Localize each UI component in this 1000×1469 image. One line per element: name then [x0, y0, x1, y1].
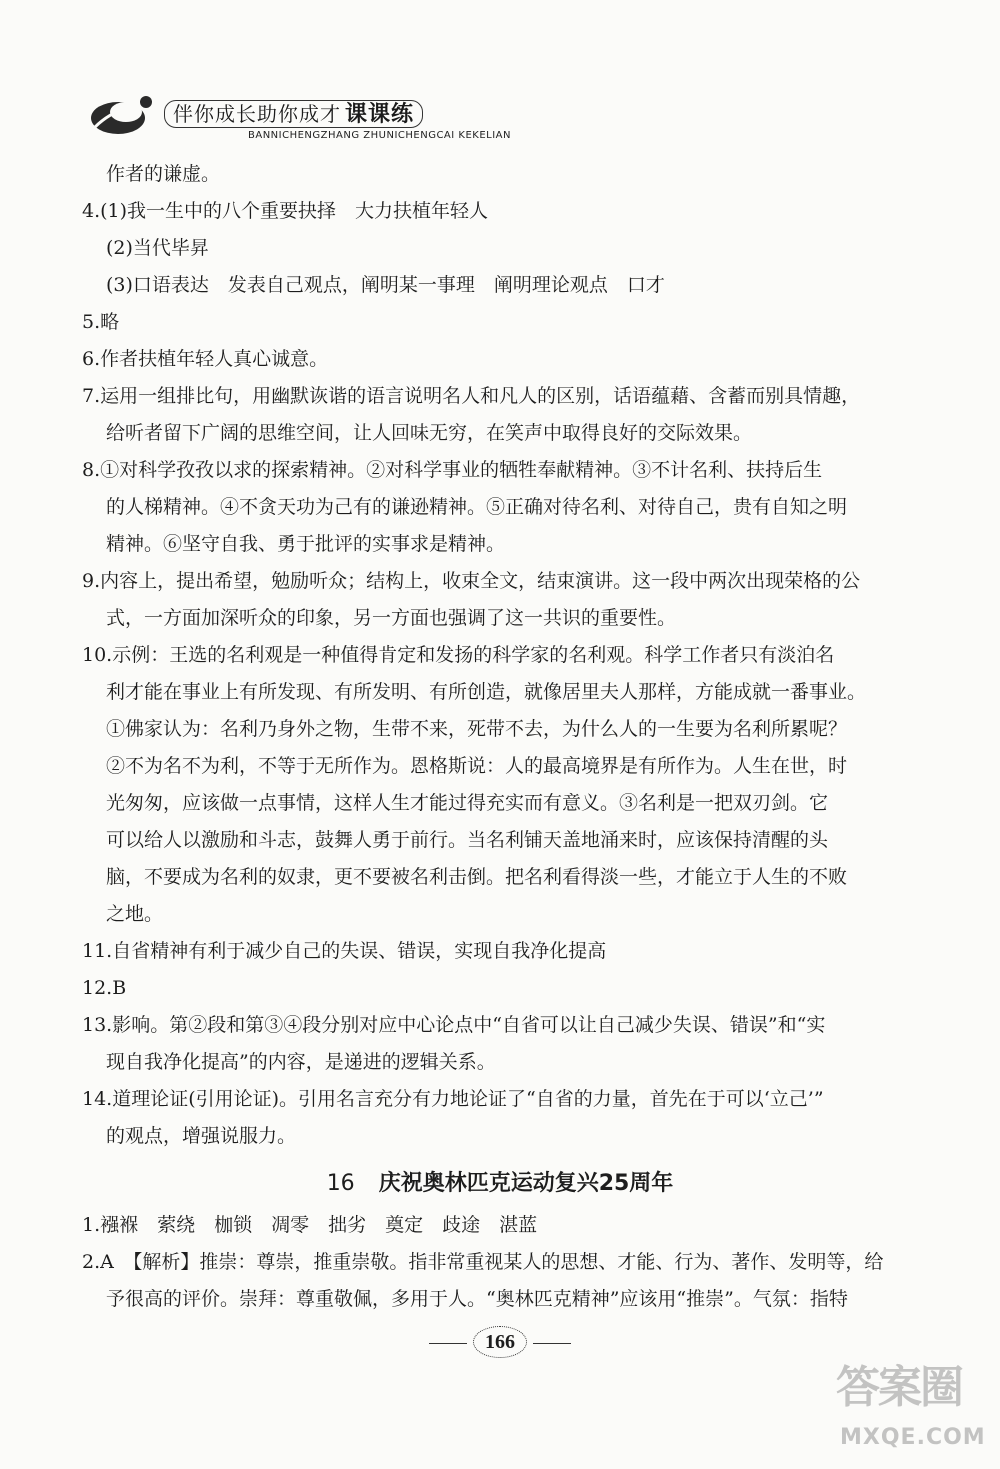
section-number: 16	[326, 1171, 355, 1196]
section-title: 庆祝奥林匹克运动复兴25周年	[378, 1171, 674, 1196]
text-line: 给听者留下广阔的思维空间，让人回味无穷，在笑声中取得良好的交际效果。	[106, 422, 753, 444]
text-line: 2.A 【解析】推崇：尊崇，推重崇敬。指非常重视某人的思想、才能、行为、著作、发明等，给	[82, 1251, 884, 1273]
slogan-text: 伴你成长助你成才	[173, 102, 341, 126]
text-line: 9.内容上，提出希望，勉励听众；结构上，收束全文，结束演讲。这一段中两次出现荣格的公	[82, 570, 861, 592]
section-lines	[82, 1207, 918, 1318]
header-slogan	[164, 100, 423, 128]
text-line: 14.道理论证(引用论证)。引用名言充分有力地论证了“自省的力量，首先在于可以‘立己’”	[82, 1088, 824, 1110]
footer-dash-right	[533, 1343, 571, 1344]
text-line: 式，一方面加深听众的印象，另一方面也强调了这一共识的重要性。	[106, 607, 677, 629]
text-line: 10.示例：王选的名利观是一种值得肯定和发扬的科学家的名利观。科学工作者只有淡泊名	[82, 644, 835, 666]
section-heading	[82, 1161, 918, 1207]
page-header	[88, 88, 648, 148]
text-line: 光匆匆，应该做一点事情，这样人生才能过得充实而有意义。③名利是一把双刃剑。它	[106, 792, 829, 814]
watermark	[836, 1339, 986, 1459]
header-pinyin: BANNICHENGZHANG ZHUNICHENGCAI KEKELIAN	[248, 130, 511, 141]
text-line: 7.运用一组排比句，用幽默诙谐的语言说明名人和凡人的区别，话语蕴藉、含蓄而别具情趣，	[82, 385, 861, 407]
text-line: 11.自省精神有利于减少自己的失误、错误，实现自我净化提高	[82, 940, 607, 962]
footer-dash-left	[429, 1343, 467, 1344]
text-line: 1.襁褓 萦绕 枷锁 凋零 拙劣 奠定 歧途 湛蓝	[82, 1214, 538, 1236]
text-line: 的人梯精神。④不贪天功为己有的谦逊精神。⑤正确对待名利、对待自己，贵有自知之明	[106, 496, 848, 518]
text-line: 5.略	[82, 311, 120, 333]
text-line: 利才能在事业上有所发现、有所发明、有所创造，就像居里夫人那样，方能成就一番事业。	[106, 681, 867, 703]
watermark-text: 答案圈	[836, 1362, 962, 1413]
text-line: ①佛家认为：名利乃身外之物，生带不来，死带不去，为什么人的一生要为名利所累呢？	[106, 718, 848, 740]
text-line: 脑，不要成为名利的奴隶，更不要被名利击倒。把名利看得淡一些，才能立于人生的不败	[106, 866, 848, 888]
text-line: 可以给人以激励和斗志，鼓舞人勇于前行。当名利铺天盖地涌来时，应该保持清醒的头	[106, 829, 829, 851]
text-line: (2)当代毕昇	[106, 237, 209, 259]
text-line: 作者的谦虚。	[106, 163, 221, 185]
text-line: 12.B	[82, 977, 127, 999]
text-line: (3)口语表达 发表自己观点，阐明某一事理 阐明理论观点 口才	[106, 274, 665, 296]
answer-content	[82, 156, 918, 1318]
text-line: 13.影响。第②段和第③④段分别对应中心论点中“自省可以让自己减少失误、错误”和“实	[82, 1014, 826, 1036]
brand-name: 课课练	[345, 102, 415, 127]
text-line: 之地。	[106, 903, 164, 925]
text-line: 4.(1)我一生中的八个重要抉择 大力扶植年轻人	[82, 200, 489, 222]
text-line: 的观点，增强说服力。	[106, 1125, 297, 1147]
text-line: 精神。⑥坚守自我、勇于批评的实事求是精神。	[106, 533, 506, 555]
answer-lines	[82, 156, 918, 1155]
text-line: 予很高的评价。崇拜：尊重敬佩，多用于人。“奥林匹克精神”应该用“推崇”。气氛：指特	[106, 1288, 848, 1310]
text-line: 现自我净化提高”的内容，是递进的逻辑关系。	[106, 1051, 496, 1073]
text-line: 8.①对科学孜孜以求的探索精神。②对科学事业的牺牲奉献精神。③不计名利、扶持后生	[82, 459, 823, 481]
logo-icon	[88, 92, 158, 138]
text-line: 6.作者扶植年轻人真心诚意。	[82, 348, 329, 370]
text-line: ②不为名不为利，不等于无所作为。恩格斯说：人的最高境界是有所作为。人生在世，时	[106, 755, 848, 777]
watermark-url: MXQE.COM	[840, 1425, 986, 1450]
page-number: 166	[473, 1326, 527, 1358]
